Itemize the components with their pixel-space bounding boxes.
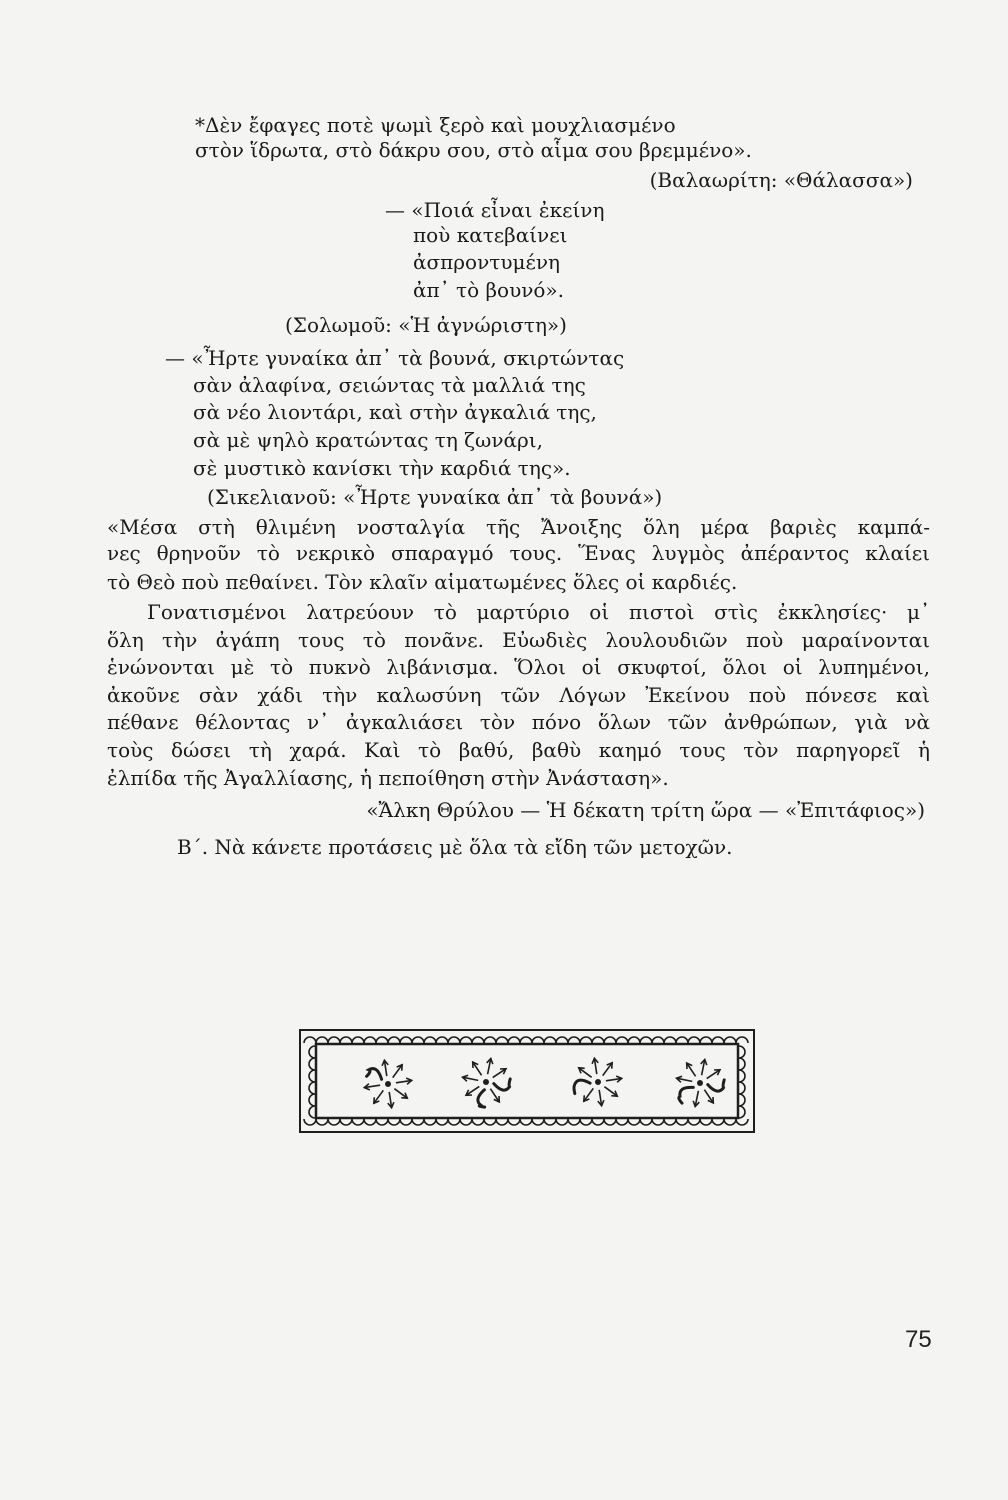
prose-line: «Μέσα στὴ θλιμένη νοσταλγία τῆς Ἄνοιξης ὅλη μέρα βαριὲς καμπά- <box>107 515 930 539</box>
ornament-scallop <box>316 1037 328 1043</box>
ornament-scallop <box>739 1070 745 1082</box>
ornament-scallop <box>460 1119 472 1125</box>
ornament-scallop <box>309 1046 315 1058</box>
ornament-scallop <box>652 1037 664 1043</box>
prose-line: Γονατισμένοι λατρεύουν τὸ μαρτύριο οἱ πιστοὶ στὶς ἐκκλησίες· μ᾽ <box>147 600 930 624</box>
ornament-scallop <box>580 1037 592 1043</box>
ornament-scallop <box>592 1119 604 1125</box>
quote-line: ποὺ κατεβαίνει <box>413 223 568 247</box>
ornament-scallop <box>556 1037 568 1043</box>
prose-line: ἀκοῦνε σὰν χάδι τὴν καλωσύνη τῶν Λόγων Ἐκείνου ποὺ πόνεσε καὶ <box>107 683 930 707</box>
quote-source: (Σικελιανοῦ: «Ἦρτε γυναίκα ἀπ᾽ τὰ βουνά») <box>207 485 663 509</box>
ornament-scallop <box>736 1037 748 1043</box>
ornament-scallop <box>628 1119 640 1125</box>
ornament-scallop <box>508 1119 520 1125</box>
ornament-scallop <box>309 1106 315 1118</box>
quote-source: (Σολωμοῦ: «Ἡ ἀγνώριστη») <box>285 313 567 337</box>
flower-curl <box>367 1069 382 1080</box>
ornament-scallop <box>688 1037 700 1043</box>
ornament-scallop <box>484 1119 496 1125</box>
ornament-scallop <box>520 1119 532 1125</box>
ornament-scallop <box>580 1119 592 1125</box>
ornament-scallop <box>328 1119 340 1125</box>
prose-line: ὅλη τὴν ἀγάπη τους τὸ πονᾶνε. Εὐωδιὲς λουλουδιῶν ποὺ μαραίνονται <box>107 628 930 652</box>
ornament-scallop <box>304 1037 316 1043</box>
ornament-scallop <box>628 1037 640 1043</box>
ornament-scallop <box>340 1037 352 1043</box>
ornament-scallop <box>496 1119 508 1125</box>
quote-line: σὰν ἀλαφίνα, σειώντας τὰ μαλλιά της <box>193 373 586 397</box>
ornament-scallop <box>556 1119 568 1125</box>
ornament-scallop <box>604 1119 616 1125</box>
ornament-scallop <box>700 1119 712 1125</box>
ornament-scallop <box>568 1037 580 1043</box>
ornament-scallop <box>616 1037 628 1043</box>
flower-curl <box>679 1087 693 1103</box>
quote-line: στὸν ἵδρωτα, στὸ δάκρυ σου, στὸ αἷμα σου βρεμμένο». <box>195 138 752 162</box>
ornament-scallop <box>652 1119 664 1125</box>
ornament-flowers <box>364 1058 724 1107</box>
ornament-scallop <box>676 1037 688 1043</box>
quote-line: σὰ μὲ ψηλὸ κρατώντας τη ζωνάρι, <box>193 428 543 452</box>
ornament-scallop <box>340 1119 352 1125</box>
ornament-scallop <box>724 1037 736 1043</box>
ornament-scallop <box>688 1119 700 1125</box>
quote-line: σὲ μυστικὸ κανίσκι τὴν καρδιά της». <box>193 456 571 480</box>
quote-line: ἀσπροντυμένη <box>413 250 560 274</box>
quote-line: *Δὲν ἔφαγες ποτὲ ψωμὶ ξερὸ καὶ μουχλιασμένο <box>195 113 676 137</box>
ornament-scallop <box>568 1119 580 1125</box>
ornament-scallop <box>400 1037 412 1043</box>
flower-motif-icon <box>463 1059 511 1108</box>
ornament-scallop <box>640 1037 652 1043</box>
quote-source: (Βαλαωρίτη: «Θάλασσα») <box>649 168 913 192</box>
prose-line: νες θρηνοῦν τὸ νεκρικὸ σπαραγμό τους. Ἕνας λυγμὸς ἀπέραντος κλαίει <box>107 541 930 565</box>
ornament-scallop <box>412 1119 424 1125</box>
ornament-scallop <box>304 1119 316 1125</box>
flower-curl <box>708 1080 724 1091</box>
ornament-scallop <box>724 1119 736 1125</box>
ornament-scallop <box>616 1119 628 1125</box>
ornament-scallop <box>352 1119 364 1125</box>
ornament-scallop <box>739 1082 745 1094</box>
ornament-scallop <box>309 1082 315 1094</box>
flower-center <box>595 1079 601 1085</box>
ornament-scallop <box>316 1119 328 1125</box>
ornament-scallop <box>309 1094 315 1106</box>
ornament-scallop <box>496 1037 508 1043</box>
quote-line: — «Ἦρτε γυναίκα ἀπ᾽ τὰ βουνά, σκιρτώντας <box>165 346 625 370</box>
flower-center <box>697 1080 703 1086</box>
exercise-instruction: Β΄. Νὰ κάνετε προτάσεις μὲ ὅλα τὰ εἴδη τῶν μετοχῶν. <box>177 835 733 859</box>
ornament-scallop <box>544 1119 556 1125</box>
ornament-outer-frame <box>300 1030 754 1132</box>
ornament-scallop <box>309 1070 315 1082</box>
ornament-scallop <box>376 1119 388 1125</box>
ornament-scallop <box>400 1119 412 1125</box>
ornament-scallop <box>664 1119 676 1125</box>
ornament-scallop <box>532 1037 544 1043</box>
ornament-scallop <box>436 1037 448 1043</box>
flower-center <box>483 1079 489 1085</box>
flower-motif-icon <box>574 1058 622 1105</box>
ornament-inner-frame <box>316 1044 738 1118</box>
ornament-scallop <box>739 1094 745 1106</box>
ornament-scallop <box>739 1046 745 1058</box>
floral-border-ornament-icon <box>298 1026 756 1136</box>
ornament-scallop <box>712 1119 724 1125</box>
ornament-scallop <box>508 1037 520 1043</box>
ornament-scallop <box>364 1037 376 1043</box>
quote-line: σὰ νέο λιοντάρι, καὶ στὴν ἀγκαλιά της, <box>193 400 597 424</box>
ornament-scallop <box>352 1037 364 1043</box>
ornament-scallop <box>364 1119 376 1125</box>
ornament-scallop <box>532 1119 544 1125</box>
ornament-scallop <box>700 1037 712 1043</box>
ornament-scallop <box>388 1037 400 1043</box>
prose-line: τὸ Θεὸ ποὺ πεθαίνει. Τὸν κλαῖν αἱματωμένες ὅλες οἱ καρδιές. <box>107 570 738 594</box>
ornament-scallop <box>448 1119 460 1125</box>
flower-curl <box>478 1090 485 1107</box>
ornament-scallop <box>472 1119 484 1125</box>
ornament-scallop <box>484 1037 496 1043</box>
ornament-scallop <box>520 1037 532 1043</box>
quote-source: «Ἄλκη Θρύλου — Ἡ δέκατη τρίτη ὥρα — «Ἐπιτάφιος») <box>366 798 925 822</box>
ornament-scallop <box>460 1037 472 1043</box>
flower-curl <box>574 1080 590 1093</box>
ornament-scallop <box>544 1037 556 1043</box>
ornament-scallop <box>604 1037 616 1043</box>
ornament-scallop <box>309 1058 315 1070</box>
flower-center <box>385 1081 391 1087</box>
page-number: 75 <box>905 1326 932 1353</box>
quote-line: ἀπ᾽ τὸ βουνό». <box>413 278 565 302</box>
flower-motif-icon <box>677 1060 725 1107</box>
prose-line: τοὺς δώσει τὴ χαρά. Καὶ τὸ βαθύ, βαθὺ καημό τους τὸν παρηγορεῖ ἡ <box>107 738 930 762</box>
ornament-scallop-band <box>304 1037 748 1125</box>
quote-line: — «Ποιά εἶναι ἐκείνη <box>385 198 605 222</box>
ornament-scallop <box>712 1037 724 1043</box>
flower-motif-icon <box>364 1060 411 1107</box>
ornament-scallop <box>739 1106 745 1118</box>
ornament-scallop <box>592 1037 604 1043</box>
ornament-scallop <box>424 1037 436 1043</box>
ornament-scallop <box>664 1037 676 1043</box>
prose-line: ἐλπίδα τῆς Ἀγαλλίασης, ἡ πεποίθηση στὴν Ἀνάσταση». <box>107 766 669 790</box>
prose-line: πέθανε θέλοντας ν᾽ ἀγκαλιάσει τὸν πόνο ὅλων τῶν ἀνθρώπων, γιὰ νὰ <box>107 710 930 734</box>
ornament-scallop <box>328 1037 340 1043</box>
prose-line: ἑνώνονται μὲ τὸ πυκνὸ λιβάνισμα. Ὅλοι οἱ σκυφτοί, ὅλοι οἱ λυπημένοι, <box>107 655 930 679</box>
ornament-scallop <box>388 1119 400 1125</box>
ornament-scallop <box>412 1037 424 1043</box>
ornament-scallop <box>640 1119 652 1125</box>
ornament-scallop <box>736 1119 748 1125</box>
ornament-scallop <box>448 1037 460 1043</box>
ornament-scallop <box>472 1037 484 1043</box>
ornament-scallop <box>376 1037 388 1043</box>
ornament-scallop <box>739 1058 745 1070</box>
ornament-scallop <box>676 1119 688 1125</box>
flower-curl <box>494 1079 510 1090</box>
ornament-scallop <box>424 1119 436 1125</box>
ornament-scallop <box>436 1119 448 1125</box>
